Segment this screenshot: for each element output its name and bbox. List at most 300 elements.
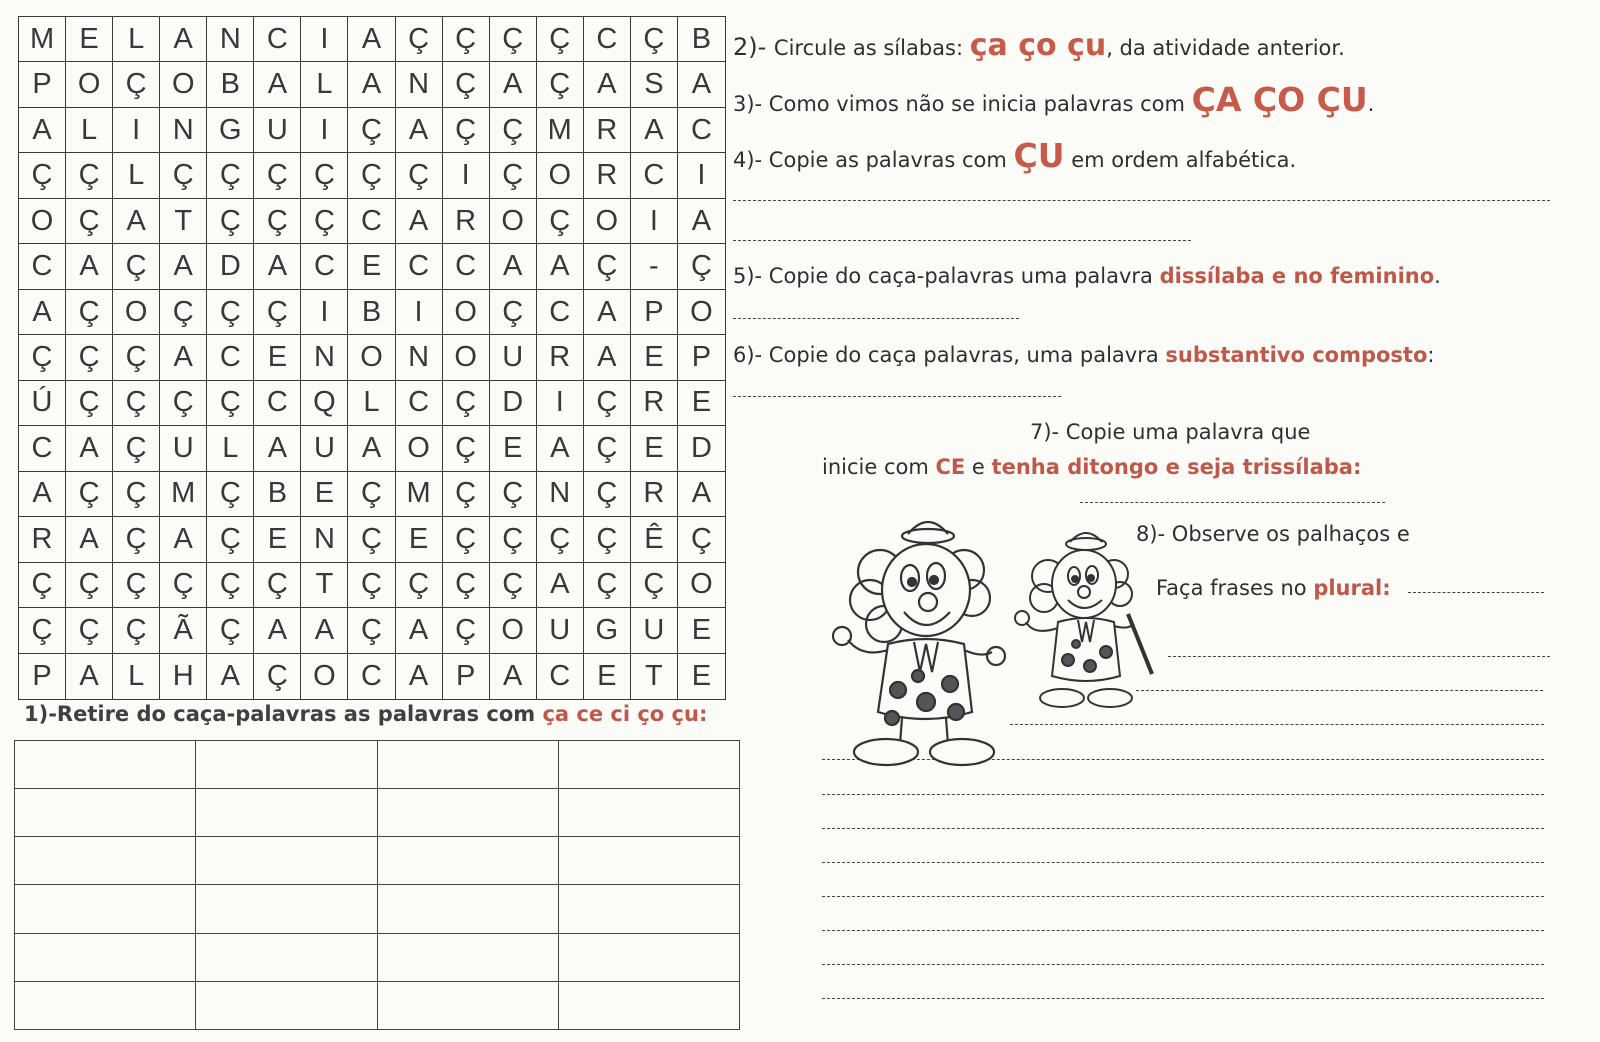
grid-cell[interactable]: R	[631, 381, 678, 426]
grid-cell[interactable]: Ç	[66, 563, 113, 608]
grid-cell[interactable]: I	[113, 108, 160, 153]
grid-cell[interactable]: H	[160, 654, 207, 699]
question-5-suffix: .	[1434, 264, 1441, 288]
answer-cell[interactable]	[196, 789, 377, 837]
grid-cell[interactable]: A	[160, 335, 207, 380]
grid-cell[interactable]: Ç	[113, 517, 160, 562]
grid-cell[interactable]: Ç	[254, 290, 301, 335]
grid-cell[interactable]: O	[537, 153, 584, 198]
grid-cell[interactable]: P	[678, 335, 725, 380]
grid-cell[interactable]: E	[584, 654, 631, 699]
grid-cell[interactable]: Ç	[254, 199, 301, 244]
grid-cell[interactable]: T	[160, 199, 207, 244]
question-4-syllable: ÇU	[1013, 136, 1065, 175]
grid-cell[interactable]: A	[396, 608, 443, 653]
grid-cell[interactable]: E	[678, 608, 725, 653]
answer-cell[interactable]	[196, 981, 377, 1029]
grid-cell[interactable]: C	[631, 153, 678, 198]
grid-cell[interactable]: A	[537, 244, 584, 289]
grid-cell[interactable]: Ç	[443, 108, 490, 153]
answer-cell[interactable]	[15, 741, 196, 789]
grid-cell[interactable]: Ç	[537, 62, 584, 107]
grid-cell[interactable]: S	[631, 62, 678, 107]
grid-cell[interactable]: L	[348, 381, 395, 426]
grid-cell[interactable]: B	[678, 17, 725, 62]
question-7-ce: CE	[935, 455, 966, 479]
grid-cell[interactable]: C	[19, 426, 66, 471]
answer-cell[interactable]	[196, 885, 377, 933]
grid-cell[interactable]: Ç	[254, 153, 301, 198]
grid-cell[interactable]: B	[348, 290, 395, 335]
grid-cell[interactable]: C	[584, 17, 631, 62]
grid-cell[interactable]: E	[490, 426, 537, 471]
grid-cell[interactable]: R	[631, 472, 678, 517]
grid-cell[interactable]: A	[396, 199, 443, 244]
grid-cell[interactable]: Ç	[443, 381, 490, 426]
grid-cell[interactable]: E	[631, 335, 678, 380]
grid-cell[interactable]: A	[254, 426, 301, 471]
grid-cell[interactable]: L	[207, 426, 254, 471]
grid-cell[interactable]: U	[490, 335, 537, 380]
grid-cell[interactable]: Ç	[443, 472, 490, 517]
grid-cell[interactable]: R	[19, 517, 66, 562]
grid-cell[interactable]: A	[537, 426, 584, 471]
grid-cell[interactable]: Ç	[160, 290, 207, 335]
grid-cell[interactable]: Ç	[443, 608, 490, 653]
grid-cell[interactable]: Ç	[160, 153, 207, 198]
grid-cell[interactable]: N	[396, 62, 443, 107]
question-2-syllables: ça ço çu	[969, 28, 1107, 63]
grid-cell[interactable]: A	[396, 654, 443, 699]
question-1-syllables: ça ce ci ço çu:	[542, 702, 708, 726]
grid-cell[interactable]: O	[443, 335, 490, 380]
grid-cell[interactable]: Ç	[207, 608, 254, 653]
grid-cell[interactable]: Ç	[66, 199, 113, 244]
answer-cell[interactable]	[196, 933, 377, 981]
question-4	[733, 136, 1296, 175]
grid-cell[interactable]: Ç	[490, 17, 537, 62]
grid-cell[interactable]: A	[348, 17, 395, 62]
question-8-line-1: 8)- Observe os palhaços e	[1136, 522, 1410, 546]
grid-cell[interactable]: Q	[301, 381, 348, 426]
grid-cell[interactable]: Ç	[207, 381, 254, 426]
question-2	[733, 28, 1345, 63]
table-row	[15, 837, 740, 885]
answer-cell[interactable]	[377, 789, 558, 837]
grid-cell[interactable]: I	[301, 290, 348, 335]
grid-cell[interactable]: A	[66, 654, 113, 699]
grid-cell[interactable]: E	[348, 244, 395, 289]
grid-cell[interactable]: Ç	[301, 153, 348, 198]
grid-cell[interactable]: B	[254, 472, 301, 517]
grid-cell[interactable]: Ç	[66, 290, 113, 335]
grid-cell[interactable]: O	[396, 426, 443, 471]
question-2-text: Circule as sílabas:	[773, 36, 970, 60]
grid-cell[interactable]: O	[443, 290, 490, 335]
grid-cell[interactable]: C	[254, 17, 301, 62]
grid-cell[interactable]: A	[66, 426, 113, 471]
grid-cell[interactable]: E	[678, 381, 725, 426]
grid-cell[interactable]: Ç	[443, 517, 490, 562]
grid-cell[interactable]: G	[207, 108, 254, 153]
grid-cell[interactable]: A	[490, 244, 537, 289]
grid-cell[interactable]: T	[631, 654, 678, 699]
grid-cell[interactable]: R	[584, 153, 631, 198]
answer-line[interactable]	[733, 240, 1191, 241]
grid-cell[interactable]: N	[207, 17, 254, 62]
grid-cell[interactable]: D	[490, 381, 537, 426]
grid-cell[interactable]: Ç	[490, 517, 537, 562]
grid-cell[interactable]: Ç	[113, 426, 160, 471]
grid-cell[interactable]: O	[490, 199, 537, 244]
grid-cell[interactable]: N	[396, 335, 443, 380]
grid-cell[interactable]: P	[19, 654, 66, 699]
grid-cell[interactable]: A	[678, 472, 725, 517]
grid-cell[interactable]: Ç	[631, 563, 678, 608]
question-7-text: inicie com	[822, 455, 936, 479]
grid-cell[interactable]: Ç	[443, 17, 490, 62]
answer-line[interactable]	[822, 896, 1544, 897]
grid-cell[interactable]: Ç	[160, 563, 207, 608]
grid-cell[interactable]: Ç	[66, 335, 113, 380]
grid-cell[interactable]: A	[254, 608, 301, 653]
grid-cell[interactable]: A	[160, 244, 207, 289]
grid-cell[interactable]: O	[160, 62, 207, 107]
grid-cell[interactable]: C	[396, 381, 443, 426]
grid-cell[interactable]: Ç	[348, 472, 395, 517]
grid-cell[interactable]: Ê	[631, 517, 678, 562]
grid-cell[interactable]: P	[631, 290, 678, 335]
table-row	[15, 981, 740, 1029]
question-3-text: 3)- Como vimos não se inicia palavras com	[733, 92, 1192, 116]
grid-cell[interactable]: A	[584, 62, 631, 107]
answer-cell[interactable]	[377, 981, 558, 1029]
grid-cell[interactable]: U	[160, 426, 207, 471]
grid-cell[interactable]: A	[254, 244, 301, 289]
table-row	[15, 885, 740, 933]
grid-cell[interactable]: L	[113, 153, 160, 198]
grid-cell[interactable]: A	[19, 472, 66, 517]
grid-cell[interactable]: I	[631, 199, 678, 244]
grid-cell[interactable]: Ç	[443, 563, 490, 608]
grid-cell[interactable]: C	[537, 654, 584, 699]
grid-cell[interactable]: A	[348, 62, 395, 107]
grid-cell[interactable]: U	[631, 608, 678, 653]
answer-cell[interactable]	[558, 837, 739, 885]
grid-cell[interactable]: U	[301, 426, 348, 471]
answer-cell[interactable]	[377, 741, 558, 789]
grid-cell[interactable]: L	[113, 654, 160, 699]
grid-cell[interactable]: Ç	[348, 563, 395, 608]
grid-cell[interactable]: Ç	[254, 654, 301, 699]
grid-cell[interactable]: Ç	[443, 426, 490, 471]
question-5-highlight: dissílaba e no feminino	[1159, 264, 1435, 288]
grid-cell[interactable]: I	[537, 381, 584, 426]
answer-line[interactable]	[1010, 724, 1544, 725]
grid-cell[interactable]: Ç	[113, 472, 160, 517]
question-6	[733, 343, 1434, 367]
word-search-grid	[18, 16, 726, 700]
grid-cell[interactable]: A	[19, 108, 66, 153]
grid-cell[interactable]: N	[537, 472, 584, 517]
grid-cell[interactable]: Ç	[19, 153, 66, 198]
answer-cell[interactable]	[15, 933, 196, 981]
grid-cell[interactable]: M	[396, 472, 443, 517]
grid-cell[interactable]: Ç	[254, 563, 301, 608]
answer-table	[14, 740, 740, 1030]
answer-line[interactable]	[1408, 592, 1544, 593]
grid-cell[interactable]: O	[678, 290, 725, 335]
question-4-text: 4)- Copie as palavras com	[733, 148, 1014, 172]
clown-small-icon	[1010, 526, 1158, 716]
answer-cell[interactable]	[15, 981, 196, 1029]
table-row	[15, 741, 740, 789]
grid-cell[interactable]: Ç	[113, 244, 160, 289]
grid-cell[interactable]: A	[66, 244, 113, 289]
grid-cell[interactable]: Ç	[207, 199, 254, 244]
grid-cell[interactable]: C	[443, 244, 490, 289]
grid-cell[interactable]: Ç	[490, 472, 537, 517]
grid-cell[interactable]: E	[254, 517, 301, 562]
answer-cell[interactable]	[15, 789, 196, 837]
grid-cell[interactable]: Ç	[584, 381, 631, 426]
question-2-suffix: , da atividade anterior.	[1106, 36, 1345, 60]
grid-cell[interactable]: A	[254, 62, 301, 107]
grid-cell[interactable]: O	[301, 654, 348, 699]
grid-cell[interactable]: Ç	[66, 381, 113, 426]
grid-cell[interactable]: A	[537, 563, 584, 608]
grid-cell[interactable]: E	[396, 517, 443, 562]
grid-cell[interactable]: I	[301, 108, 348, 153]
grid-cell[interactable]: O	[584, 199, 631, 244]
grid-cell[interactable]: P	[443, 654, 490, 699]
grid-cell[interactable]: L	[301, 62, 348, 107]
grid-cell[interactable]: Ç	[19, 563, 66, 608]
question-8-highlight: plural:	[1313, 576, 1391, 600]
grid-cell[interactable]: Ç	[490, 290, 537, 335]
answer-line[interactable]	[822, 862, 1544, 863]
answer-cell[interactable]	[15, 837, 196, 885]
grid-cell[interactable]: A	[160, 17, 207, 62]
grid-cell[interactable]: N	[301, 517, 348, 562]
grid-cell[interactable]: B	[207, 62, 254, 107]
grid-cell[interactable]: E	[691, 659, 712, 692]
grid-cell[interactable]: P	[19, 62, 66, 107]
grid-cell[interactable]: Ç	[113, 563, 160, 608]
grid-cell[interactable]: Ç	[207, 290, 254, 335]
clown-large-icon	[822, 512, 1007, 774]
grid-cell[interactable]: Ç	[348, 108, 395, 153]
answer-line[interactable]	[822, 998, 1544, 999]
grid-cell[interactable]: O	[490, 608, 537, 653]
grid-cell[interactable]: Ç	[19, 608, 66, 653]
question-7-highlight: tenha ditongo e seja trissílaba:	[991, 455, 1362, 479]
answer-line[interactable]	[733, 200, 1550, 201]
table-row	[15, 933, 740, 981]
grid-cell[interactable]: L	[113, 17, 160, 62]
grid-cell[interactable]: Ç	[66, 472, 113, 517]
grid-cell[interactable]: O	[66, 62, 113, 107]
question-4-suffix: em ordem alfabética.	[1064, 148, 1297, 172]
grid-cell[interactable]: Ç	[584, 517, 631, 562]
grid-cell[interactable]: A	[584, 335, 631, 380]
question-7-and: e	[965, 455, 992, 479]
grid-cell[interactable]: A	[631, 108, 678, 153]
grid-cell[interactable]: Ç	[537, 199, 584, 244]
grid-cell[interactable]: Ã	[160, 608, 207, 653]
grid-cell[interactable]: Ç	[396, 17, 443, 62]
grid-cell[interactable]: Ç	[113, 608, 160, 653]
answer-cell[interactable]	[558, 789, 739, 837]
answer-cell[interactable]	[15, 885, 196, 933]
answer-line[interactable]	[1168, 656, 1550, 657]
grid-cell[interactable]: Ç	[584, 563, 631, 608]
grid-cell[interactable]: M	[537, 108, 584, 153]
answer-line[interactable]	[822, 828, 1544, 829]
answer-cell[interactable]	[196, 837, 377, 885]
answer-cell[interactable]	[377, 885, 558, 933]
grid-cell[interactable]: -	[631, 244, 678, 289]
grid-cell[interactable]: U	[254, 108, 301, 153]
grid-cell[interactable]: C	[19, 244, 66, 289]
grid-cell[interactable]: A	[490, 62, 537, 107]
grid-cell[interactable]: Ç	[678, 244, 725, 289]
grid-cell[interactable]: A	[207, 654, 254, 699]
grid-cell[interactable]: I	[301, 17, 348, 62]
grid-cell[interactable]: C	[301, 244, 348, 289]
grid-cell[interactable]: Ç	[207, 153, 254, 198]
grid-cell[interactable]: Ç	[348, 153, 395, 198]
grid-cell[interactable]: Ç	[348, 608, 395, 653]
answer-line[interactable]	[822, 964, 1544, 965]
grid-cell[interactable]: M	[160, 472, 207, 517]
grid-cell[interactable]: A	[348, 426, 395, 471]
grid-cell[interactable]: A	[396, 108, 443, 153]
grid-cell[interactable]: A	[160, 517, 207, 562]
question-7-line-2	[822, 455, 1361, 479]
grid-cell[interactable]: Ç	[19, 335, 66, 380]
grid-cell[interactable]: Ç	[348, 517, 395, 562]
grid-cell[interactable]: E	[631, 426, 678, 471]
grid-cell[interactable]: Ç	[207, 563, 254, 608]
answer-line[interactable]	[733, 396, 1061, 397]
grid-cell[interactable]: Ç	[490, 563, 537, 608]
question-3-syllables: ÇA ÇO ÇU	[1191, 80, 1368, 119]
answer-cell[interactable]	[377, 837, 558, 885]
grid-cell[interactable]: R	[537, 335, 584, 380]
grid-cell[interactable]: G	[584, 608, 631, 653]
question-5-text: 5)- Copie do caça-palavras uma palavra	[733, 264, 1160, 288]
grid-cell[interactable]: O	[348, 335, 395, 380]
answer-cell[interactable]	[558, 933, 739, 981]
grid-cell[interactable]: Ç	[537, 517, 584, 562]
grid-cell[interactable]: I	[443, 153, 490, 198]
grid-cell[interactable]: A	[113, 199, 160, 244]
grid-cell[interactable]: Ç	[396, 563, 443, 608]
answer-cell[interactable]	[558, 981, 739, 1029]
grid-cell[interactable]: Ç	[113, 335, 160, 380]
grid-cell[interactable]: Ç	[207, 472, 254, 517]
grid-cell[interactable]: C	[678, 108, 725, 153]
grid-cell[interactable]: A	[301, 608, 348, 653]
grid-cell[interactable]: A	[584, 290, 631, 335]
answer-line[interactable]	[1136, 690, 1543, 691]
grid-cell[interactable]: E	[254, 335, 301, 380]
grid-cell[interactable]: Ç	[66, 608, 113, 653]
grid-cell[interactable]: Ç	[443, 62, 490, 107]
grid-cell[interactable]: T	[301, 563, 348, 608]
grid-cell[interactable]: Ç	[490, 153, 537, 198]
grid-cell[interactable]: M	[19, 17, 66, 62]
grid-cell[interactable]: N	[160, 108, 207, 153]
grid-cell[interactable]: A	[678, 199, 725, 244]
grid-cell[interactable]: Ç	[584, 426, 631, 471]
grid-cell[interactable]: O	[678, 563, 725, 608]
grid-cell[interactable]: Ú	[19, 381, 66, 426]
grid-cell[interactable]: R	[443, 199, 490, 244]
answer-line[interactable]	[822, 794, 1544, 795]
grid-cell[interactable]: Ç	[113, 62, 160, 107]
grid-cell[interactable]: E	[301, 472, 348, 517]
answer-line[interactable]	[1080, 502, 1385, 503]
question-1-text: 1)-Retire do caça-palavras as palavras com	[24, 702, 543, 726]
grid-cell[interactable]: Ç	[631, 17, 678, 62]
question-1	[24, 702, 707, 726]
grid-cell[interactable]: E	[66, 17, 113, 62]
grid-cell[interactable]: Ç	[301, 199, 348, 244]
grid-cell[interactable]: D	[207, 244, 254, 289]
grid-cell[interactable]: Ç	[113, 381, 160, 426]
grid-cell[interactable]: A	[678, 62, 725, 107]
answer-cell[interactable]	[558, 741, 739, 789]
grid-cell[interactable]: L	[66, 108, 113, 153]
grid-cell[interactable]: C	[207, 335, 254, 380]
grid-cell[interactable]: R	[584, 108, 631, 153]
grid-cell[interactable]: N	[301, 335, 348, 380]
grid-cell[interactable]: A	[490, 654, 537, 699]
grid-cell[interactable]: Ç	[66, 153, 113, 198]
grid-cell[interactable]: C	[396, 244, 443, 289]
question-5	[733, 264, 1441, 288]
grid-cell[interactable]: I	[678, 153, 725, 198]
grid-cell[interactable]: O	[113, 290, 160, 335]
grid-cell[interactable]: C	[537, 290, 584, 335]
answer-line[interactable]	[733, 318, 1019, 319]
answer-cell[interactable]	[377, 933, 558, 981]
grid-cell[interactable]: C	[348, 654, 395, 699]
grid-cell[interactable]: C	[348, 199, 395, 244]
grid-cell[interactable]: C	[254, 381, 301, 426]
grid-cell[interactable]: O	[19, 199, 66, 244]
grid-cell[interactable]: Ç	[584, 472, 631, 517]
question-6-suffix: :	[1427, 343, 1435, 367]
grid-cell[interactable]: I	[396, 290, 443, 335]
grid-cell[interactable]: Ç	[537, 17, 584, 62]
grid-cell[interactable]: U	[537, 608, 584, 653]
answer-cell[interactable]	[558, 885, 739, 933]
grid-cell[interactable]: D	[678, 426, 725, 471]
grid-cell[interactable]: Ç	[584, 244, 631, 289]
answer-cell[interactable]	[196, 741, 377, 789]
answer-line[interactable]	[822, 930, 1544, 931]
grid-cell[interactable]: Ç	[490, 108, 537, 153]
grid-cell[interactable]: A	[19, 290, 66, 335]
grid-cell[interactable]: A	[66, 517, 113, 562]
grid-cell[interactable]: Ç	[396, 153, 443, 198]
grid-cell[interactable]: Ç	[207, 517, 254, 562]
grid-cell[interactable]: Ç	[160, 381, 207, 426]
grid-cell[interactable]: Ç	[678, 517, 725, 562]
